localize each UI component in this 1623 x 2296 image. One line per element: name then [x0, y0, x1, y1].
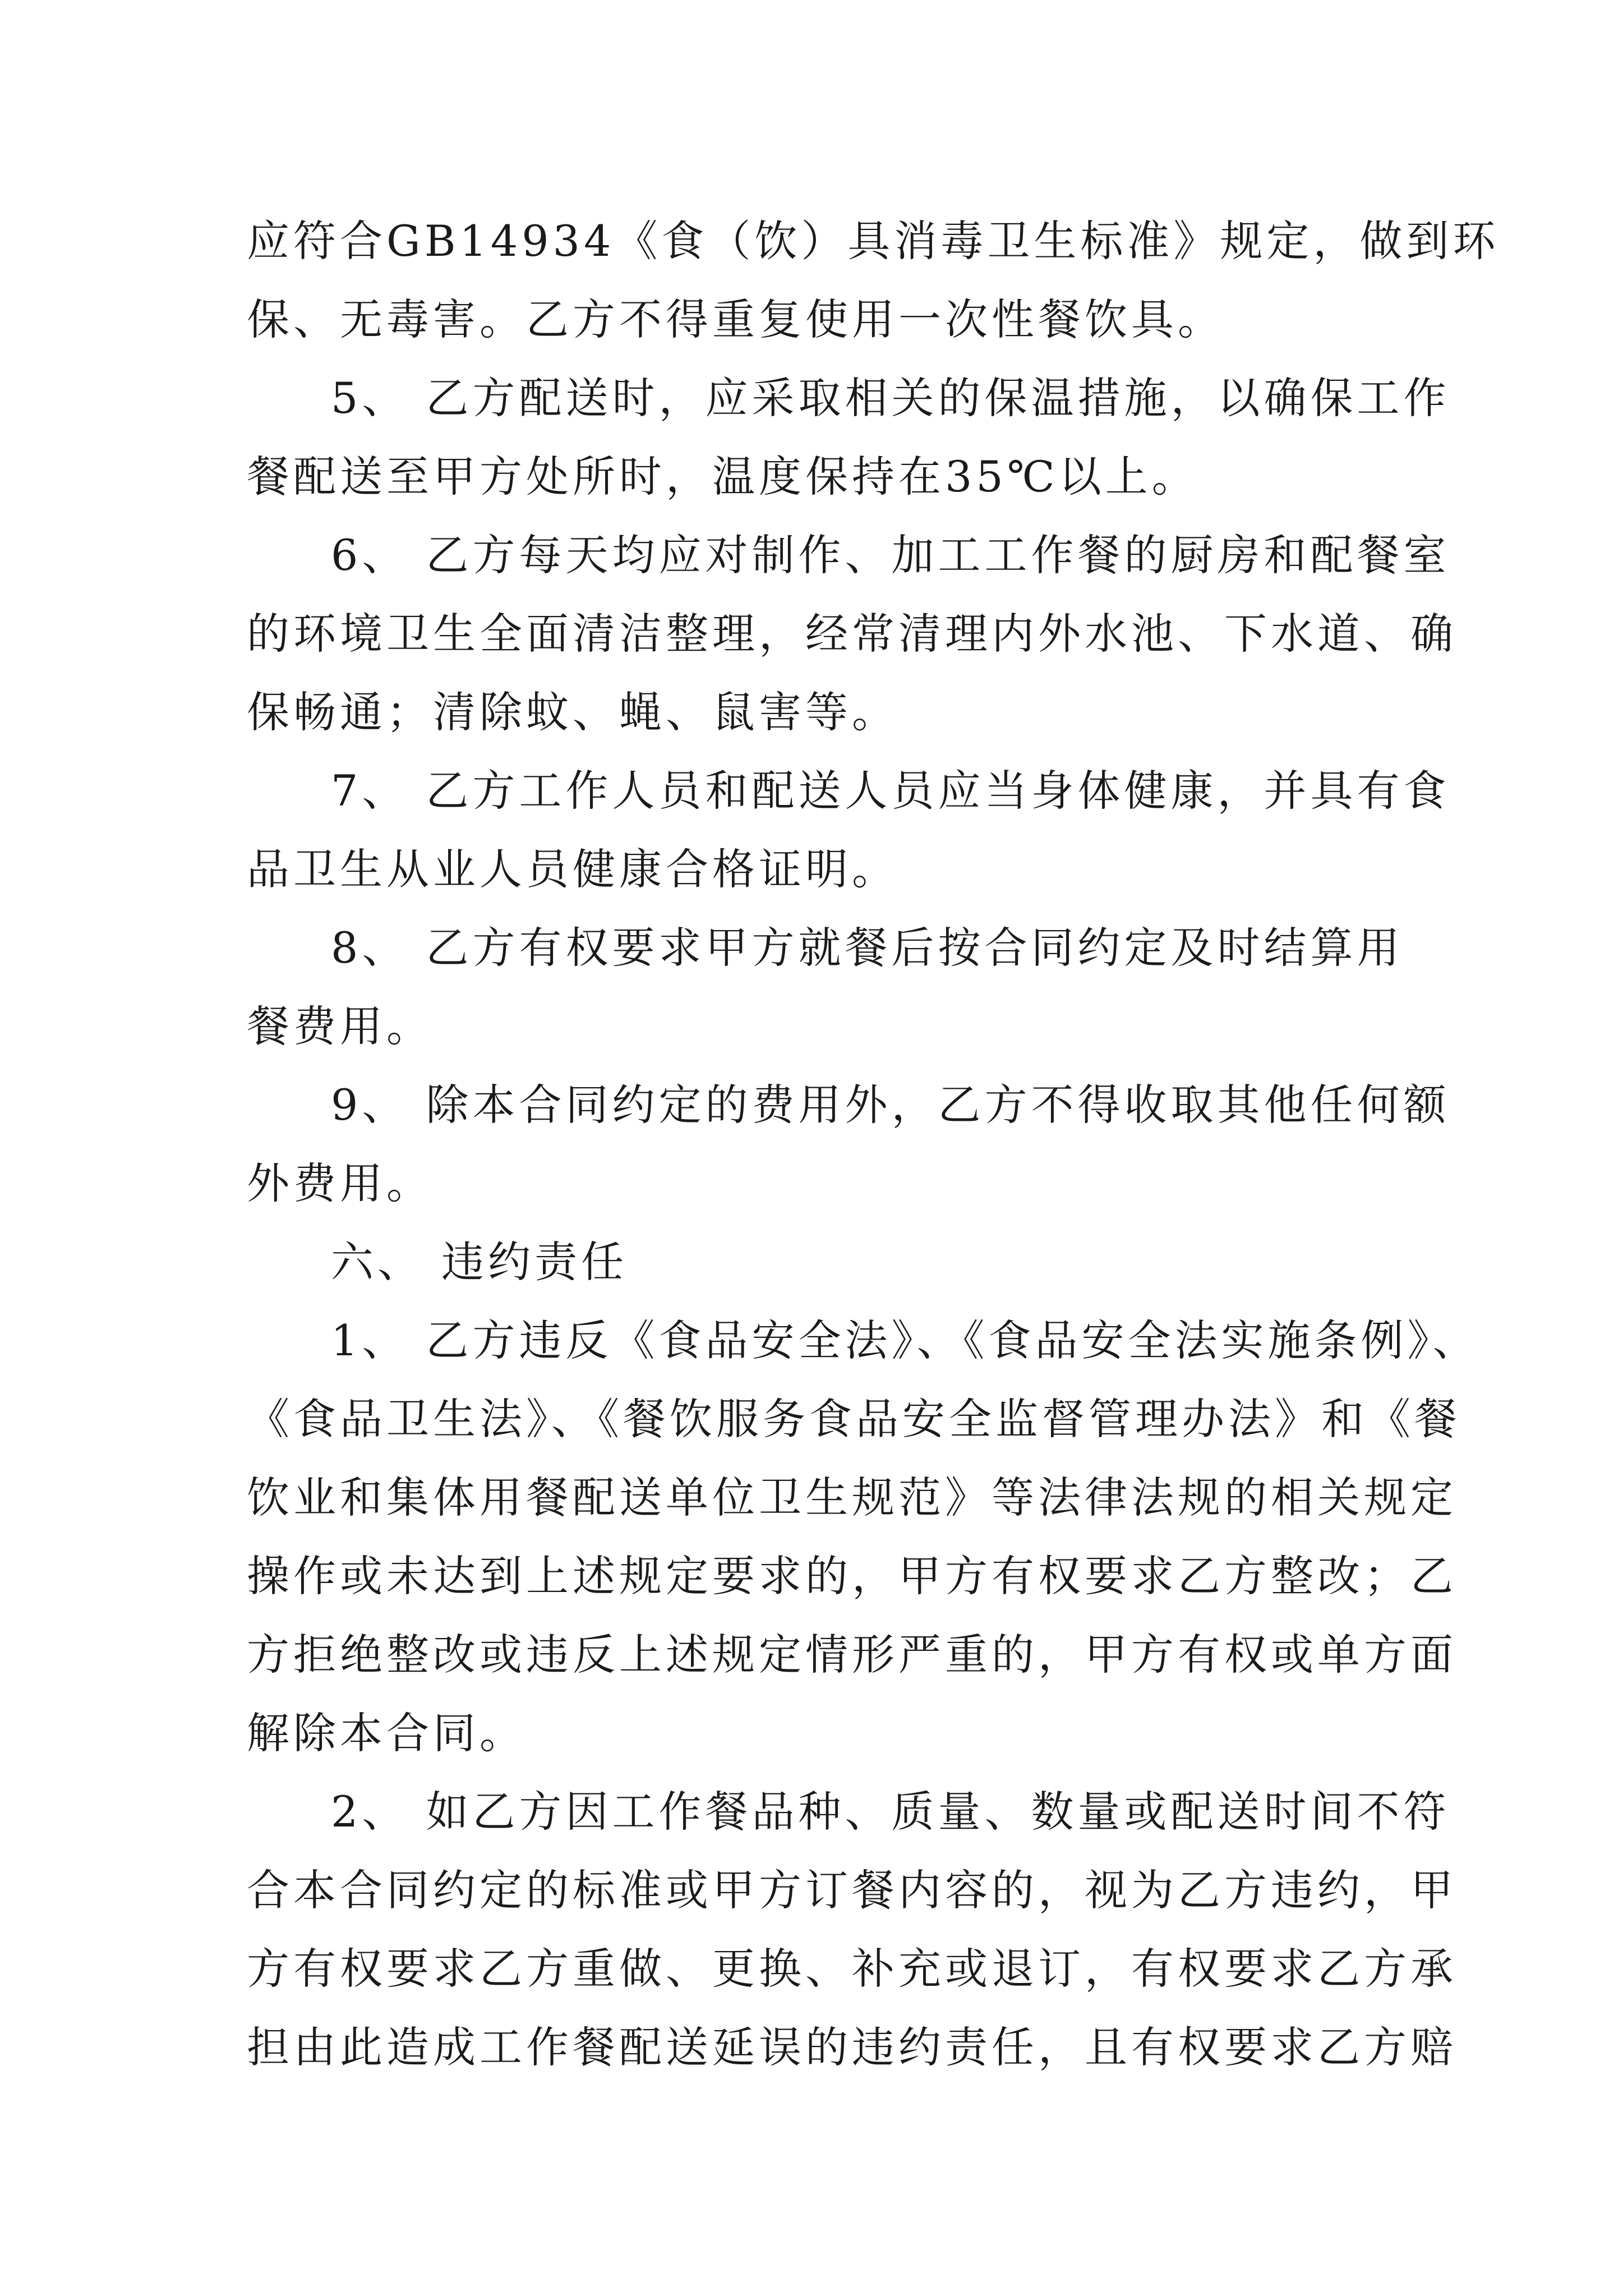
text-line: 餐费用。: [247, 1001, 433, 1051]
text-line: 饮业和集体用餐配送单位卫生规范》等法律法规的相关规定: [247, 1473, 1457, 1522]
text-line: 方有权要求乙方重做、更换、补充或退订，有权要求乙方承: [247, 1944, 1457, 1994]
text-line: 解除本合同。: [247, 1708, 526, 1758]
text-line: 操作或未达到上述规定要求的，甲方有权要求乙方整改；乙: [247, 1551, 1457, 1601]
section-heading: 六、 违约责任: [331, 1237, 628, 1287]
text-line: 担由此造成工作餐配送延误的违约责任，且有权要求乙方赔: [247, 2022, 1457, 2072]
text-line: 方拒绝整改或违反上述规定情形严重的，甲方有权或单方面: [247, 1630, 1457, 1680]
text-line: 的环境卫生全面清洁整理，经常清理内外水池、下水道、确: [247, 609, 1457, 659]
text-line: 2、 如乙方因工作餐品种、质量、数量或配送时间不符: [331, 1787, 1450, 1837]
text-line: 合本合同约定的标准或甲方订餐内容的，视为乙方违约，甲: [247, 1865, 1457, 1915]
text-line: 9、 除本合同约定的费用外，乙方不得收取其他任何额: [331, 1080, 1450, 1130]
text-line: 餐配送至甲方处所时，温度保持在35℃以上。: [247, 452, 1198, 501]
text-line: 应符合GB14934《食（饮）具消毒卫生标准》规定，做到环: [247, 216, 1500, 266]
text-line: 1、 乙方违反《食品安全法》、《食品安全法实施条例》、: [331, 1315, 1479, 1365]
text-line: 外费用。: [247, 1158, 433, 1208]
text-line: 保、无毒害。乙方不得重复使用一次性餐饮具。: [247, 295, 1224, 344]
text-line: 5、 乙方配送时，应采取相关的保温措施，以确保工作: [331, 373, 1450, 423]
text-line: 7、 乙方工作人员和配送人员应当身体健康，并具有食: [331, 766, 1450, 816]
text-line: 6、 乙方每天均应对制作、加工工作餐的厨房和配餐室: [331, 530, 1450, 580]
text-line: 《食品卫生法》、《餐饮服务食品安全监督管理办法》和《餐: [247, 1394, 1461, 1444]
text-line: 保畅通；清除蚊、蝇、鼠害等。: [247, 687, 898, 737]
text-line: 品卫生从业人员健康合格证明。: [247, 844, 898, 894]
text-line: 8、 乙方有权要求甲方就餐后按合同约定及时结算用: [331, 923, 1404, 973]
